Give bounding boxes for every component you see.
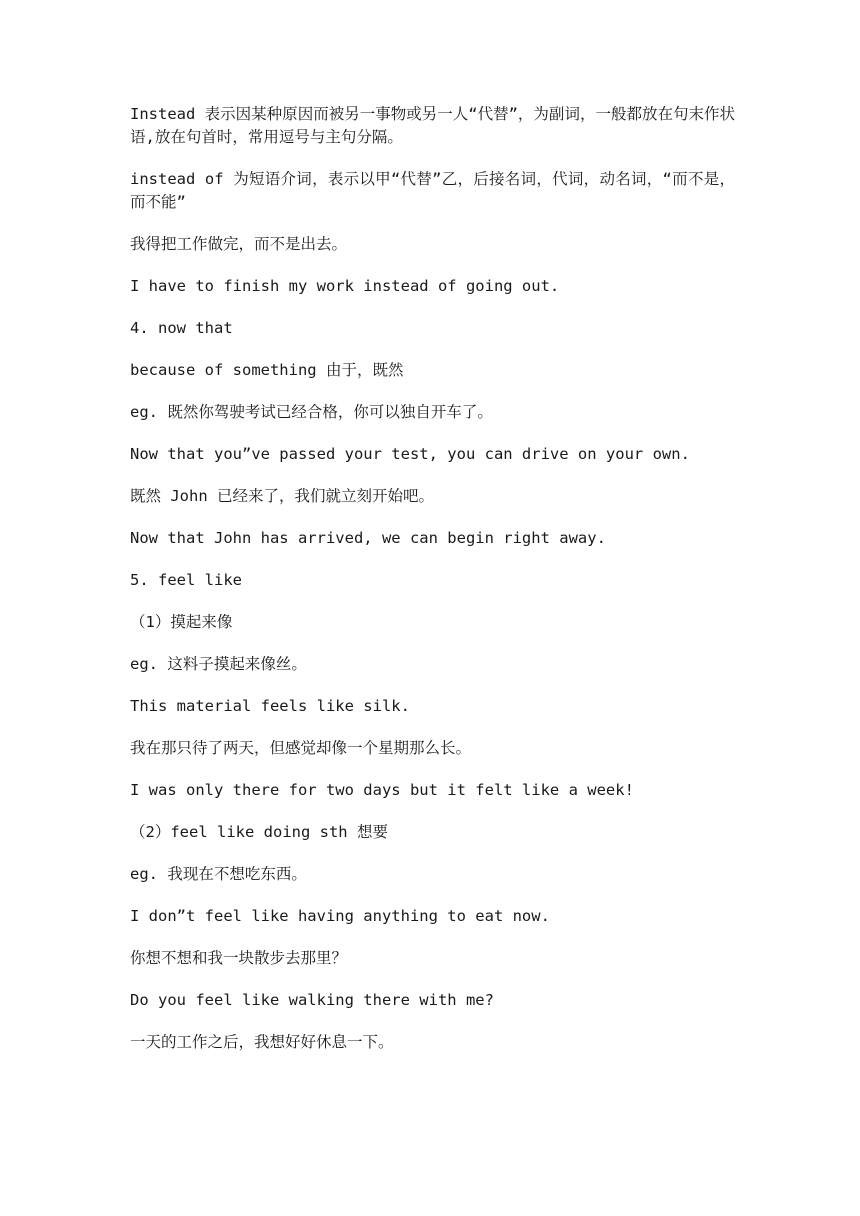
section-heading-feel-like: 5. feel like (130, 571, 242, 589)
paragraph-example-chinese: 我在那只待了两天，但感觉却像一个星期那么长。 (130, 739, 472, 757)
document-body (130, 103, 735, 1073)
paragraph-example-chinese: 你想不想和我一块散步去那里？ (130, 949, 348, 967)
paragraph-example-chinese: eg. 我现在不想吃东西。 (130, 865, 307, 883)
paragraph-example-chinese: eg. 既然你驾驶考试已经合格，你可以独自开车了。 (130, 403, 493, 421)
section-heading-now-that: 4. now that (130, 319, 233, 337)
paragraph-example-english: Now that John has arrived, we can begin right away. (130, 529, 606, 547)
paragraph-example-chinese: 既然 John 已经来了，我们就立刻开始吧。 (130, 487, 434, 505)
paragraph-instead-definition: Instead 表示因某种原因而被另一事物或另一人“代替”，为副词，一般都放在句末作状语,放在句首时，常用逗号与主句分隔。 (130, 105, 735, 146)
paragraph-definition: because of something 由于，既然 (130, 361, 404, 379)
paragraph-example-english: I have to finish my work instead of going out. (130, 277, 560, 295)
paragraph-example-english: Now that you”ve passed your test, you can drive on your own. (130, 445, 690, 463)
subsection-heading: （1）摸起来像 (130, 613, 233, 631)
paragraph-example-chinese: eg. 这料子摸起来像丝。 (130, 655, 307, 673)
subsection-heading: （2）feel like doing sth 想要 (130, 823, 388, 841)
paragraph-example-chinese: 一天的工作之后，我想好好休息一下。 (130, 1033, 394, 1051)
paragraph-instead-of-definition: instead of 为短语介词，表示以甲“代替”乙，后接名词，代词，动名词，“而不是，而不能” (130, 170, 735, 211)
paragraph-example-english: I was only there for two days but it felt like a week! (130, 781, 634, 799)
paragraph-example-english: I don”t feel like having anything to eat now. (130, 907, 550, 925)
paragraph-example-chinese: 我得把工作做完，而不是出去。 (130, 235, 348, 253)
paragraph-example-english: This material feels like silk. (130, 697, 410, 715)
paragraph-example-english: Do you feel like walking there with me? (130, 991, 494, 1009)
